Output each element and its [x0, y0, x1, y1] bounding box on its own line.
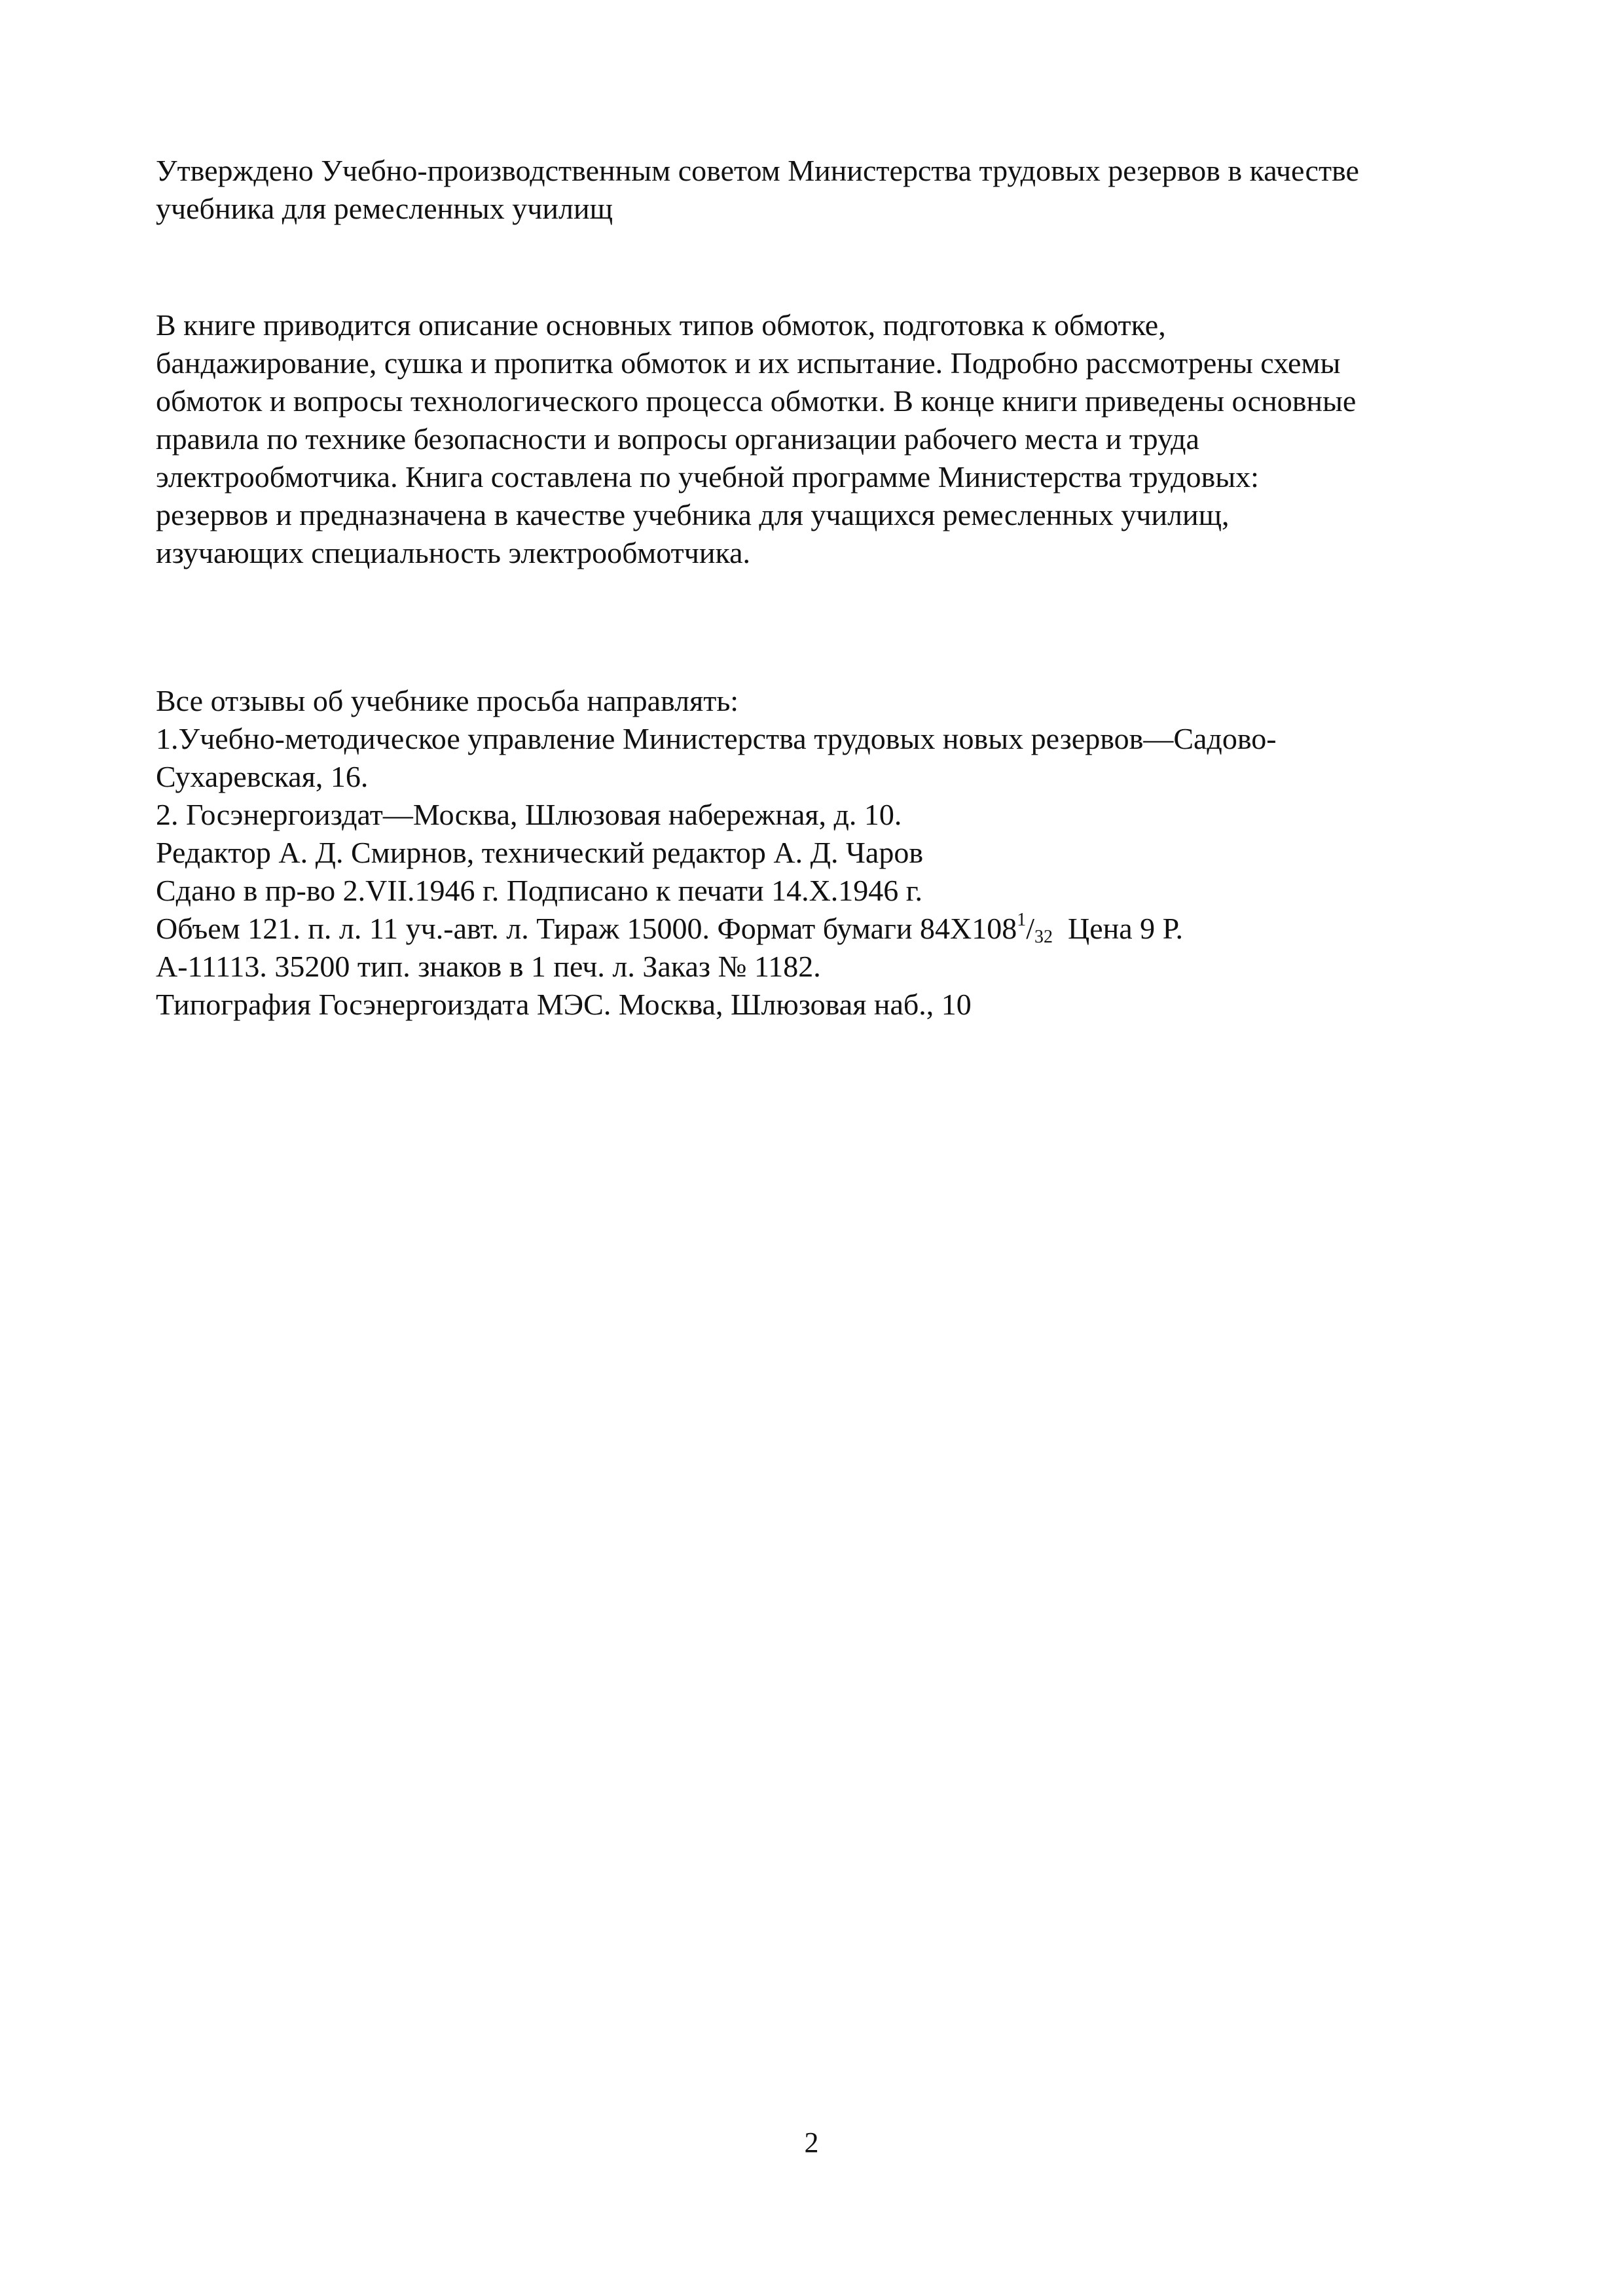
order-line: А-11113. 35200 тип. знаков в 1 печ. л. Заказ № 1182. — [156, 950, 821, 983]
editors-line: Редактор А. Д. Смирнов, технический редактор А. Д. Чаров — [156, 836, 924, 869]
format-fraction-denominator: 32 — [1034, 927, 1053, 947]
format-fraction-numerator: 1 — [1017, 910, 1027, 930]
approval-line: Утверждено Учебно-производственным советом Министерства трудовых резервов в качестве — [156, 154, 1359, 187]
approval-statement — [156, 152, 1491, 228]
feedback-heading: Все отзывы об учебнике просьба направлять: — [156, 684, 739, 717]
abstract-line: резервов и предназначена в качестве учебника для учащихся ремесленных училищ, — [156, 498, 1230, 531]
volume-format-text: Объем 121. п. л. 11 уч.-авт. л. Тираж 15000. Формат бумаги 84X108 — [156, 912, 1017, 945]
abstract-line: бандажирование, сушка и пропитка обмоток и их испытание. Подробно рассмотрены схемы — [156, 346, 1341, 380]
abstract-line: изучающих специальность электрообмотчика. — [156, 536, 751, 569]
printing-house-line: Типография Госэнергоиздата МЭС. Москва, Шлюзовая наб., 10 — [156, 988, 972, 1021]
volume-format-price-line — [156, 910, 1491, 948]
page-number: 2 — [804, 2126, 819, 2159]
feedback-address-2: 2. Госэнергоиздат—Москва, Шлюзовая набережная, д. 10. — [156, 798, 902, 831]
price-text: Цена 9 Р. — [1052, 912, 1183, 945]
approval-line: учебника для ремесленных училищ — [156, 192, 613, 225]
abstract-line: электрообмотчика. Книга составлена по учебной программе Министерства трудовых: — [156, 460, 1259, 493]
abstract-line: обмоток и вопросы технологического процесса обмотки. В конце книги приведены основные — [156, 384, 1357, 418]
publication-imprint — [156, 682, 1491, 1024]
abstract-line: В книге приводится описание основных типов обмоток, подготовка к обмотке, — [156, 308, 1166, 342]
book-abstract — [156, 306, 1491, 572]
feedback-address-1: 1.Учебно-методическое управление Министерства трудовых новых резервов—Садово- — [156, 722, 1277, 755]
abstract-line: правила по технике безопасности и вопросы организации рабочего места и труда — [156, 422, 1199, 456]
format-fraction-slash: / — [1026, 912, 1034, 945]
feedback-address-1-cont: Сухаревская, 16. — [156, 760, 369, 793]
production-dates-line: Сдано в пр-во 2.VII.1946 г. Подписано к печати 14.X.1946 г. — [156, 874, 922, 907]
